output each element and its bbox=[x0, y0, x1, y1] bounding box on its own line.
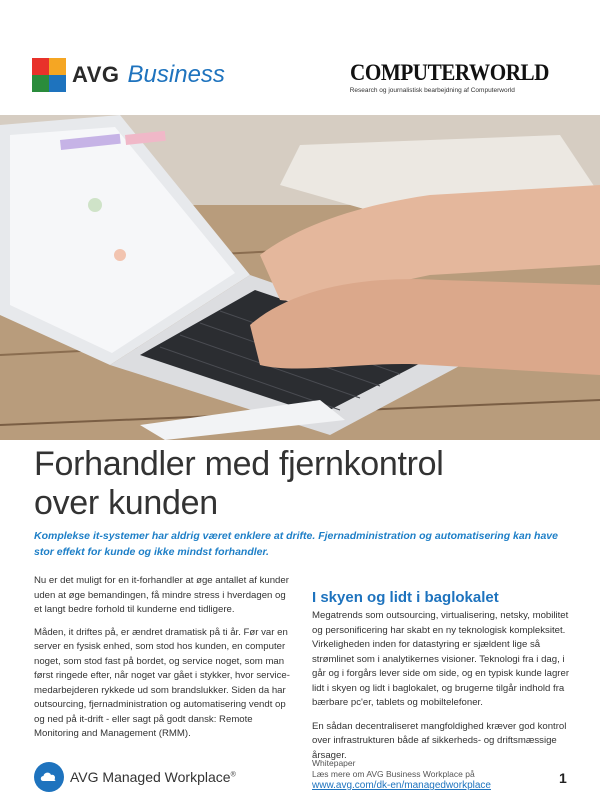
doc-type: Whitepaper bbox=[312, 758, 356, 768]
section-heading: I skyen og lidt i baglokalet bbox=[312, 589, 499, 606]
paragraph: Megatrends som outsourcing, virtualisering, netsky, mobilitet og personificering har skabt en ny teknologisk kompleksitet. Virkeligheden inden for datastyring er sjældent lige så strømlinet som i analytikernes visioner. Teknologi fra i dag, i går og i forgårs lever side om side, og en typisk kunde lagrer lidt i skyen og lidt i baglokalet, og brugerne tilgår indhold fra bærbare pc'er, tablets og mobiltelefoner. bbox=[312, 610, 570, 708]
paragraph: Måden, it driftes på, er ændret dramatisk på ti år. Før var en server en fysisk enhed, som stod hos kunden, en computer noget, som stod fast på bordet, og service noget, som man først ringede efter, når noget var gået i stykker, hvor service-medarbejderen rykkede ud som brandslukker. Siden da har outsourcing, fjernadministration og automatisering vendt op og ned på it-drift - eller sagt på godt dansk: Remote Monitoring and Management (RMM). bbox=[34, 626, 290, 739]
product-name: AVG Managed Workplace bbox=[70, 769, 231, 785]
hero-image bbox=[0, 115, 600, 440]
laptop-illustration bbox=[0, 115, 600, 440]
paragraph: En sådan decentraliseret mangfoldighed kræver god kontrol over infrastrukturen både af sikkerheds- og driftsmæssige årsager. bbox=[312, 720, 567, 761]
avg-logo-suffix: Business bbox=[127, 61, 225, 88]
avg-business-logo[interactable] bbox=[32, 58, 225, 92]
paragraph: Nu er det muligt for en it-forhandler at øge antallet af kunder uden at øge bemandingen, få mindre stress i hverdagen og et langt bedre forhold til kunderne end tidligere. bbox=[34, 575, 289, 615]
cloud-icon bbox=[34, 762, 64, 792]
avg-logo-word: AVG bbox=[72, 62, 120, 87]
computerworld-logo[interactable] bbox=[350, 60, 566, 94]
article-title bbox=[34, 445, 444, 523]
article-lead: Komplekse it-systemer har aldrig været enklere at drifte. Fjernadministration og automatisering kan have stor effekt for kunde og ikke mindst forhandler. bbox=[34, 530, 558, 558]
publisher-tagline: Research og journalistisk bearbejdning af Computerworld bbox=[349, 87, 515, 94]
website-link[interactable]: www.avg.com/dk-en/managedworkplace bbox=[312, 780, 491, 791]
publisher-name: COMPUTERWORLD bbox=[349, 60, 549, 85]
title-line-1: Forhandler med fjernkontrol bbox=[34, 445, 444, 483]
title-line-2: over kunden bbox=[34, 484, 218, 522]
footer-meta bbox=[312, 758, 491, 791]
page-number: 1 bbox=[559, 770, 567, 786]
right-column bbox=[312, 590, 574, 772]
avg-managed-workplace-logo[interactable] bbox=[34, 762, 236, 792]
avg-logo-icon bbox=[32, 58, 66, 92]
left-column bbox=[34, 574, 290, 750]
page-header bbox=[0, 0, 600, 115]
read-more-text: Læs mere om AVG Business Workplace på bbox=[312, 769, 475, 779]
registered-mark: ® bbox=[230, 771, 236, 779]
